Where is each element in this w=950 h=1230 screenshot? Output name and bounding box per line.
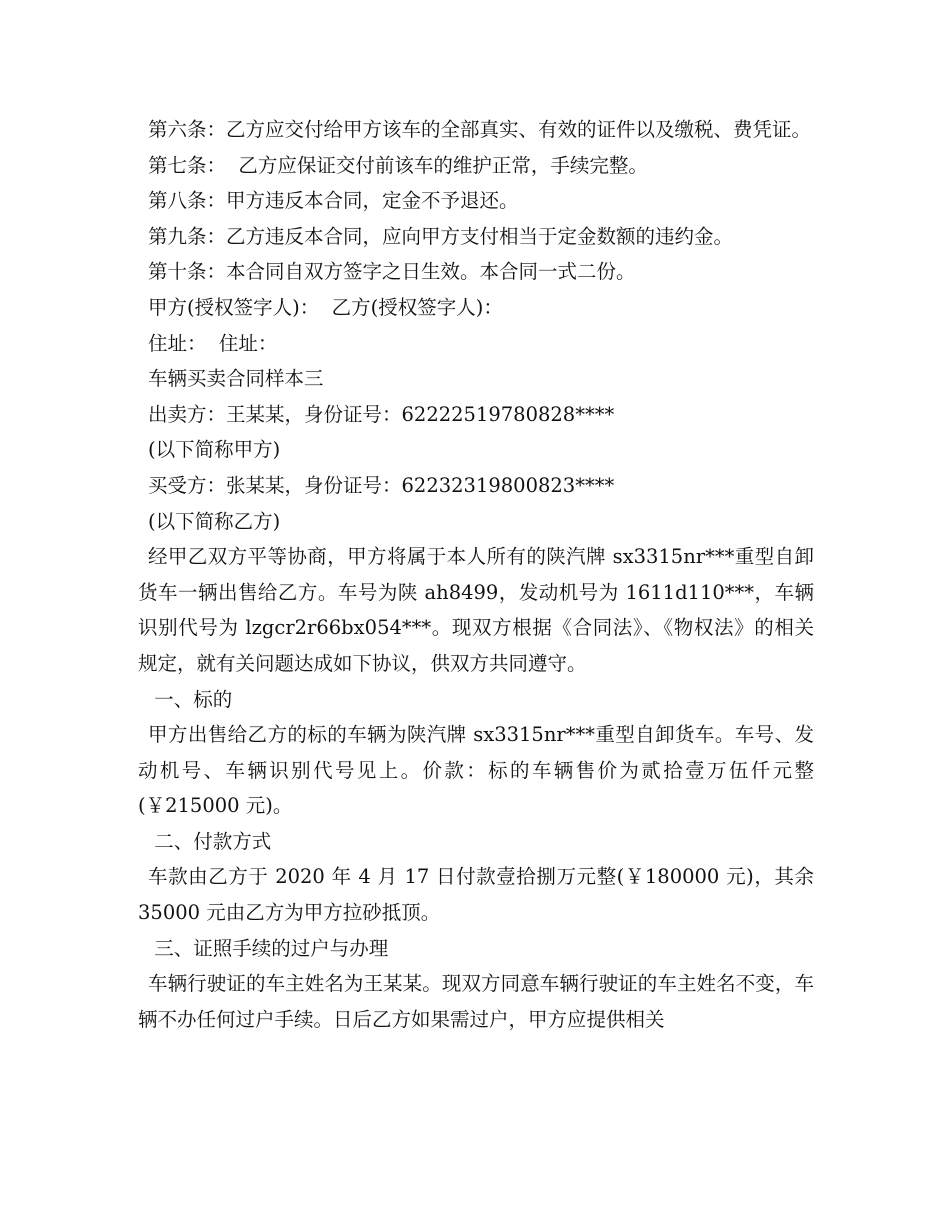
clause-6: 第六条：乙方应交付给甲方该车的全部真实、有效的证件以及缴税、费凭证。 [148,118,812,141]
payment-paragraph: 车款由乙方于 2020 年 4 月 17 日付款壹拾捌万元整(￥180000 元)，其余 35000 元由乙方为甲方拉砂抵顶。 [138,865,821,925]
document-body [138,112,821,1037]
buyer-line: 买受方：张某某，身份证号：62232319800823**** [148,473,615,497]
clause-7: 第七条： 乙方应保证交付前该车的维护正常，手续完整。 [148,153,648,177]
preamble-paragraph: 经甲乙双方平等协商，甲方将属于本人所有的陕汽牌 sx3315nr***重型自卸货车一辆出售给乙方。车号为陕 ah8499，发动机号为 1611d110***，车辆识别代号为 lzgcr2r66bx054***。现双方根据《合同法》、《物权法》的相关规定，就有关问题达成如下协议，供双方共同遵守。 [138,545,814,675]
heading-transfer: 三、证照手续的过户与办理 [148,936,389,960]
clause-8: 第八条：甲方违反本合同，定金不予退还。 [148,189,519,213]
clause-9: 第九条：乙方违反本合同，应向甲方支付相当于定金数额的违约金。 [148,224,734,248]
seller-line: 出卖方：王某某，身份证号：62222519780828**** [148,402,615,426]
heading-subject: 一、标的 [148,687,233,711]
clause-10: 第十条：本合同自双方签字之日生效。本合同一式二份。 [148,260,636,284]
buyer-alias: (以下简称乙方) [148,509,281,533]
address-line: 住址： 住址： [148,331,278,355]
seller-alias: (以下简称甲方) [148,438,281,462]
signature-line: 甲方(授权签字人)： 乙方(授权签字人)： [148,295,503,319]
transfer-paragraph: 车辆行驶证的车主姓名为王某某。现双方同意车辆行驶证的车主姓名不变，车辆不办任何过户手续。日后乙方如果需过户，甲方应提供相关 [138,972,814,1031]
heading-payment: 二、付款方式 [148,829,272,853]
subject-paragraph: 甲方出售给乙方的标的车辆为陕汽牌 sx3315nr***重型自卸货车。车号、发动机号、车辆识别代号见上。价款：标的车辆售价为贰拾壹万伍仟元整(￥215000 元)。 [138,723,814,818]
section-title: 车辆买卖合同样本三 [148,367,324,391]
